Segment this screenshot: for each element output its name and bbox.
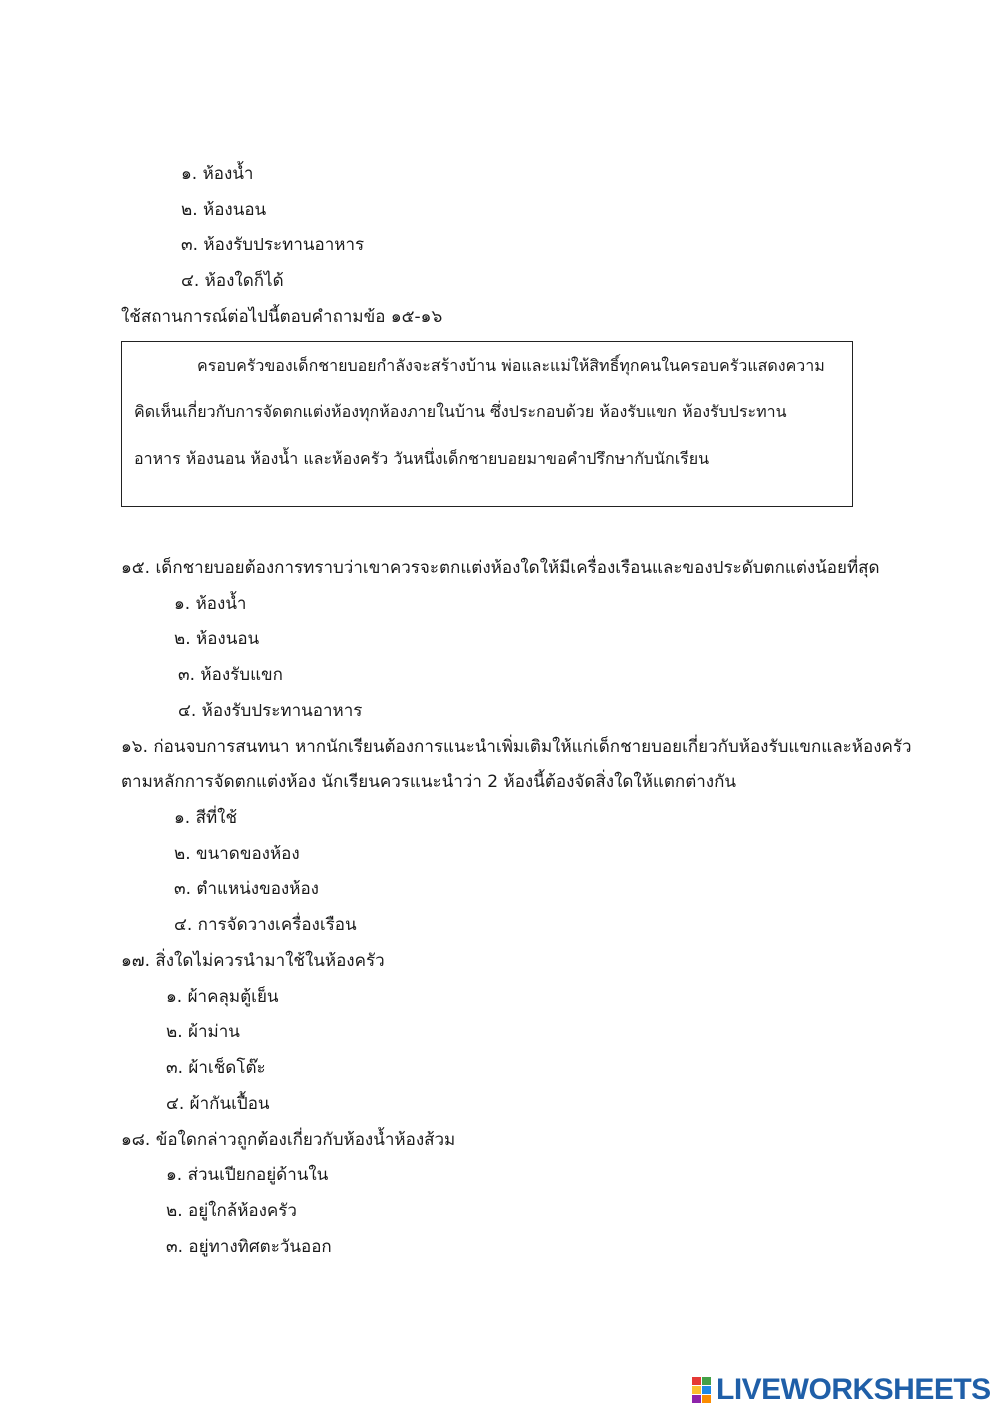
question-16-text: ๑๖. ก่อนจบการสนทนา หากนักเรียนต้องการแนะนำเพิ่มเติมให้แก่เด็กชายบอยเกี่ยวกับห้องรับแขกและห้องครัว — [121, 737, 912, 757]
question-17-option: ๔. ผ้ากันเปื้อน — [166, 1094, 270, 1114]
question-15-option: ๓. ห้องรับแขก — [178, 665, 283, 685]
liveworksheets-logo — [692, 1374, 991, 1406]
logo-square — [702, 1395, 711, 1403]
question-18-option: ๓. อยู่ทางทิศตะวันออก — [166, 1237, 332, 1257]
question-18-option: ๒. อยู่ใกล้ห้องครัว — [166, 1201, 297, 1221]
option-item: ๒. ห้องนอน — [181, 200, 267, 220]
question-17-option: ๓. ผ้าเช็ดโต๊ะ — [166, 1058, 266, 1078]
liveworksheets-logo-icon — [692, 1377, 712, 1403]
option-item: ๓. ห้องรับประทานอาหาร — [181, 235, 365, 255]
option-item: ๔. ห้องใดก็ได้ — [181, 271, 284, 291]
question-15-option: ๑. ห้องน้ำ — [174, 594, 247, 614]
question-15-option: ๔. ห้องรับประทานอาหาร — [178, 701, 363, 721]
question-16-option: ๓. ตำแหน่งของห้อง — [174, 879, 319, 899]
logo-square — [692, 1377, 701, 1385]
logo-text: LIVEWORKSHEETS — [716, 1373, 991, 1406]
logo-square — [692, 1395, 701, 1403]
question-16-option: ๒. ขนาดของห้อง — [174, 844, 300, 864]
logo-square — [702, 1386, 711, 1394]
logo-square — [692, 1386, 701, 1394]
question-17-text: ๑๗. สิ่งใดไม่ควรนำมาใช้ในห้องครัว — [121, 951, 385, 971]
scenario-line: อาหาร ห้องนอน ห้องน้ำ และห้องครัว วันหนึ่งเด็กชายบอยมาขอคำปรึกษากับนักเรียน — [134, 449, 710, 468]
option-item: ๑. ห้องน้ำ — [181, 164, 254, 184]
question-17-option: ๒. ผ้าม่าน — [166, 1022, 240, 1042]
question-16-text: ตามหลักการจัดตกแต่งห้อง นักเรียนควรแนะนำว่า 2 ห้องนี้ต้องจัดสิ่งใดให้แตกต่างกัน — [121, 772, 737, 792]
question-18-text: ๑๘. ข้อใดกล่าวถูกต้องเกี่ยวกับห้องน้ำห้องส้วม — [121, 1130, 456, 1150]
question-15-text: ๑๕. เด็กชายบอยต้องการทราบว่าเขาควรจะตกแต่งห้องใดให้มีเครื่องเรือนและของประดับตกแต่งน้อยที่สุด — [121, 558, 880, 578]
scenario-instruction: ใช้สถานการณ์ต่อไปนี้ตอบคำถามข้อ ๑๕-๑๖ — [121, 307, 443, 327]
question-16-option: ๔. การจัดวางเครื่องเรือน — [174, 915, 357, 935]
question-17-option: ๑. ผ้าคลุมตู้เย็น — [166, 987, 279, 1007]
question-16-option: ๑. สีที่ใช้ — [174, 808, 238, 828]
logo-square — [702, 1377, 711, 1385]
scenario-box — [121, 341, 853, 507]
question-18-option: ๑. ส่วนเปียกอยู่ด้านใน — [166, 1165, 329, 1185]
question-15-option: ๒. ห้องนอน — [174, 629, 260, 649]
scenario-line: ครอบครัวของเด็กชายบอยกำลังจะสร้างบ้าน พ่อและแม่ให้สิทธิ์ทุกคนในครอบครัวแสดงความ — [197, 356, 825, 375]
scenario-line: คิดเห็นเกี่ยวกับการจัดตกแต่งห้องทุกห้องภายในบ้าน ซึ่งประกอบด้วย ห้องรับแขก ห้องรับประทาน — [134, 402, 787, 421]
